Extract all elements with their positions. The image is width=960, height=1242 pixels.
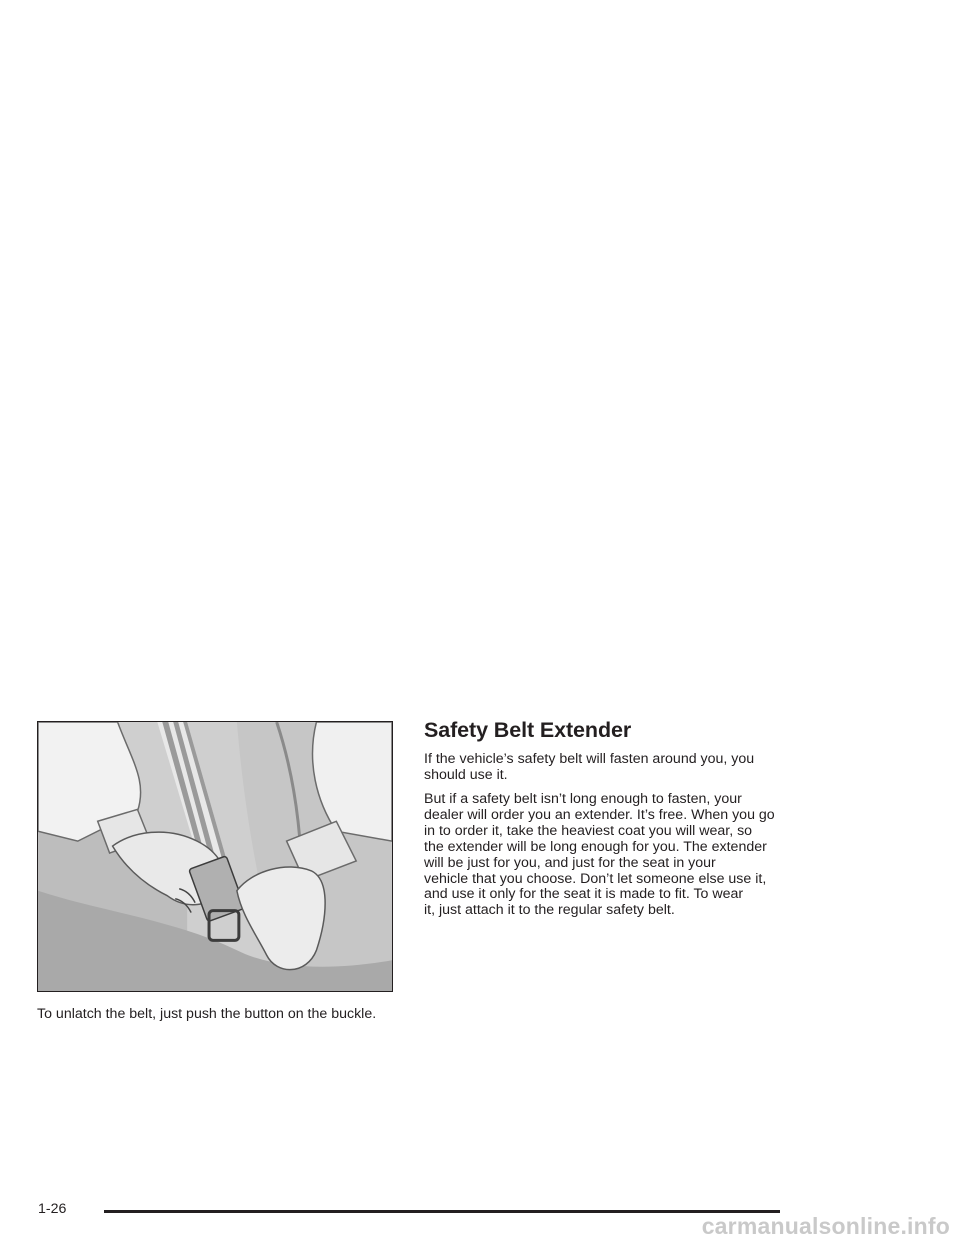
paragraph-line: If the vehicle’s safety belt will fasten around you, you [424,751,755,767]
paragraph-line: and use it only for the seat it is made to fit. To wear [424,886,744,903]
paragraph-line: will be just for you, and just for the seat in your [424,854,716,871]
paragraph-line: dealer will order you an extender. It’s free. When you go [424,806,775,823]
paragraph-line: it, just attach it to the regular safety belt. [424,902,675,919]
paragraph-line: in to order it, take the heaviest coat you will wear, so [424,822,753,839]
paragraph-line: the extender will be long enough for you. The extender [424,838,767,855]
figure-caption: To unlatch the belt, just push the button on the buckle. [37,1006,377,1022]
paragraph-line: vehicle that you choose. Don’t let someone else use it, [424,870,767,887]
watermark-link[interactable]: carmanualsonline.info [701,1213,950,1239]
page-number: 1-26 [38,1201,67,1217]
footer-divider [104,1210,780,1213]
paragraph-line: should use it. [424,766,508,783]
section-title: Safety Belt Extender [424,718,632,742]
body-paragraph [424,792,794,919]
paragraph-line: But if a safety belt isn’t long enough to fasten, your [424,791,742,807]
buckle-drawing [38,722,392,991]
buckle-illustration [37,721,393,992]
body-paragraph [424,752,794,784]
